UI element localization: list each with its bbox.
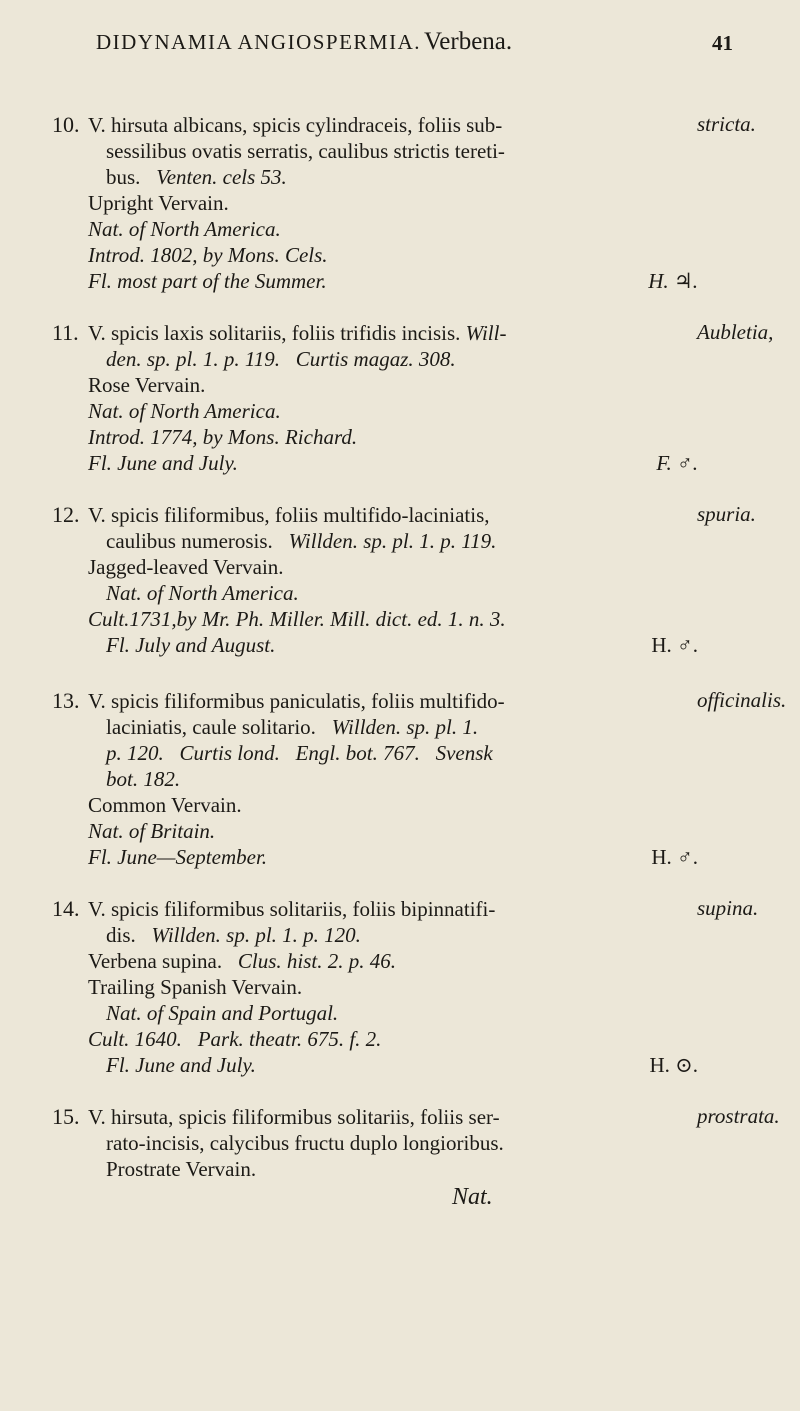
citation: Curtis magaz. 308. xyxy=(295,347,456,371)
cultivation: Cult. 1640. xyxy=(88,1027,182,1051)
native-range: Nat. of North America. xyxy=(106,581,299,605)
catchword: Nat. xyxy=(452,1184,493,1210)
description-line: sessilibus ovatis serratis, caulibus strictis tereti- xyxy=(106,139,505,163)
description-line: dis. xyxy=(106,923,136,947)
entry-number: 11. xyxy=(52,320,79,345)
citation: Mill. dict. ed. 1. n. 3. xyxy=(330,607,506,631)
native-range: Nat. of Britain. xyxy=(88,819,216,843)
description-line: bot. 182. xyxy=(106,767,181,791)
common-name: Prostrate Vervain. xyxy=(106,1157,257,1181)
synonym: Verbena supina. xyxy=(88,949,223,973)
citation: Svensk xyxy=(435,741,493,765)
description-line: V. hirsuta, spicis filiformibus solitariis, foliis ser- xyxy=(88,1105,500,1129)
description-line: caulibus numerosis. xyxy=(106,529,273,553)
description-line: V. spicis laxis solitariis, foliis trifidis incisis. xyxy=(88,321,461,345)
habit-symbol: F. ♂. xyxy=(656,451,698,475)
common-name: Common Vervain. xyxy=(88,793,242,817)
flowering: Fl. June and July. xyxy=(106,1053,256,1077)
common-name: Rose Vervain. xyxy=(88,373,206,397)
description-line: bus. xyxy=(106,165,141,189)
species-name: prostrata. xyxy=(697,1104,780,1128)
entry-number: 15. xyxy=(52,1104,80,1129)
entry-number: 12. xyxy=(52,502,80,527)
citation: Engl. bot. 767. xyxy=(295,741,420,765)
flowering: Fl. most part of the Summer. xyxy=(88,269,327,293)
citation: Willden. sp. pl. 1. xyxy=(331,715,479,739)
species-name: Aubletia, xyxy=(697,320,774,344)
description-line: V. hirsuta albicans, spicis cylindraceis, foliis sub- xyxy=(88,113,503,137)
native-range: Nat. of Spain and Portugal. xyxy=(106,1001,339,1025)
species-name: stricta. xyxy=(697,112,756,136)
habit-symbol: H. ♂. xyxy=(651,845,698,869)
native-range: Nat. of North America. xyxy=(88,217,281,241)
common-name: Upright Vervain. xyxy=(88,191,229,215)
flowering: Fl. June and July. xyxy=(88,451,238,475)
cultivation: Cult.1731,by Mr. Ph. Miller. xyxy=(88,607,325,631)
description-line: V. spicis filiformibus, foliis multifido-laciniatis, xyxy=(88,503,490,527)
citation: Willden. sp. pl. 1. p. 119. xyxy=(288,529,497,553)
description-line: p. 120. xyxy=(106,741,164,765)
species-name: supina. xyxy=(697,896,759,920)
running-header xyxy=(0,30,800,70)
citation: Clus. hist. 2. p. 46. xyxy=(237,949,396,973)
description-line: V. spicis filiformibus solitariis, foliis bipinnatifi- xyxy=(88,897,496,921)
header-class-title: DIDYNAMIA ANGIOSPERMIA. xyxy=(96,30,422,54)
common-name: Trailing Spanish Vervain. xyxy=(88,975,303,999)
entry-number: 10. xyxy=(52,112,80,137)
description-line: V. spicis filiformibus paniculatis, foliis multifido- xyxy=(88,689,505,713)
habit-symbol: H. ♃. xyxy=(648,269,698,293)
introduction: Introd. 1774, by Mons. Richard. xyxy=(88,425,358,449)
description-line: rato-incisis, calycibus fructu duplo longioribus. xyxy=(106,1131,504,1155)
entry-number: 13. xyxy=(52,688,80,713)
species-name: spuria. xyxy=(697,502,756,526)
common-name: Jagged-leaved Vervain. xyxy=(88,555,284,579)
introduction: Introd. 1802, by Mons. Cels. xyxy=(88,243,328,267)
citation: Willden. sp. pl. 1. p. 120. xyxy=(151,923,361,947)
citation: Venten. cels 53. xyxy=(156,165,287,189)
flowering: Fl. June—September. xyxy=(88,845,268,869)
flowering: Fl. July and August. xyxy=(106,633,276,657)
page-number: 41 xyxy=(712,31,733,55)
citation: Will- xyxy=(465,321,507,345)
species-name: officinalis. xyxy=(697,688,787,712)
header-genus: Verbena. xyxy=(424,28,513,55)
entry-number: 14. xyxy=(52,896,80,921)
description-line: laciniatis, caule solitario. xyxy=(106,715,316,739)
habit-symbol: H. ♂. xyxy=(651,633,698,657)
habit-symbol: H. ⊙. xyxy=(649,1053,698,1077)
citation: Curtis lond. xyxy=(179,741,280,765)
description-line: den. sp. pl. 1. p. 119. xyxy=(106,347,281,371)
native-range: Nat. of North America. xyxy=(88,399,281,423)
citation: Park. theatr. 675. f. 2. xyxy=(197,1027,382,1051)
